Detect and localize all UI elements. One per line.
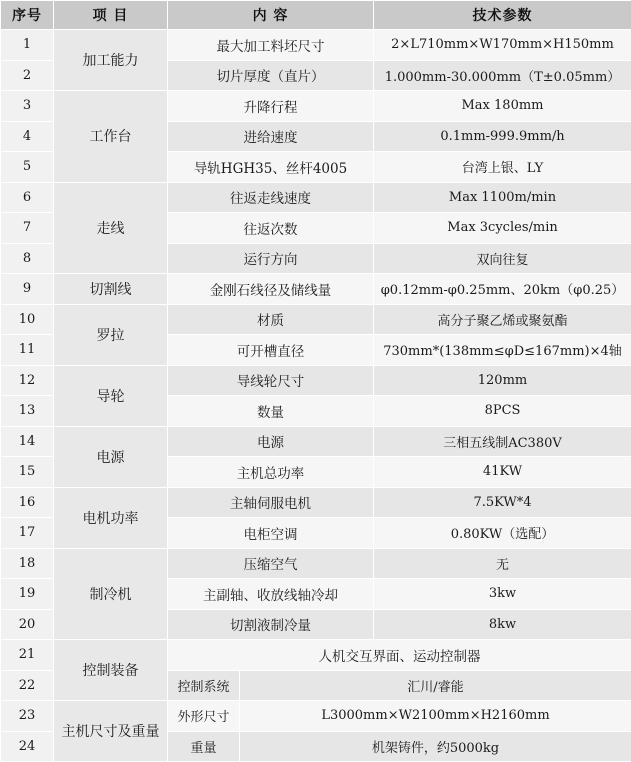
header-num: 序号 [1,1,54,30]
row-number: 23 [1,701,54,732]
row-number: 24 [1,731,54,762]
row-number: 22 [1,670,54,701]
row-value: 8PCS [374,396,631,427]
row-value: φ0.12mm-φ0.25mm、20km（φ0.25） [374,274,631,305]
group-label: 切割线 [54,274,168,305]
table-row [1,30,631,61]
row-number: 20 [1,609,54,640]
row-number: 18 [1,548,54,579]
row-number: 11 [1,335,54,366]
row-number: 14 [1,426,54,457]
group-label: 导轮 [54,365,168,426]
row-value: 8kw [374,609,631,640]
row-number: 15 [1,457,54,488]
group-label: 工作台 [54,91,168,183]
group-label: 控制装备 [54,640,168,701]
row-content: 主轴伺服电机 [168,487,374,518]
row-content: 数量 [168,396,374,427]
table-row [1,304,631,335]
table-row [1,548,631,579]
row-value: Max 1100m/min [374,182,631,213]
group-label: 电机功率 [54,487,168,548]
row-content: 切片厚度（直片） [168,60,374,91]
row-content: 金刚石线径及储线量 [168,274,374,305]
row-number: 13 [1,396,54,427]
header-row [1,1,631,30]
row-number: 7 [1,213,54,244]
row-content: 切割液制冷量 [168,609,374,640]
row-content: 主机总功率 [168,457,374,488]
row-content: 电柜空调 [168,518,374,549]
group-label: 电源 [54,426,168,487]
row-value: 730mm*(138mm≤φD≤167mm)×4轴 [374,335,631,366]
row-value: 2×L710mm×W170mm×H150mm [374,30,631,61]
row-content: 导轨HGH35、丝杆4005 [168,152,374,183]
table-row [1,274,631,305]
header-content: 内 容 [168,1,374,30]
row-number: 5 [1,152,54,183]
table-row [1,426,631,457]
row-content: 升降行程 [168,91,374,122]
row-content: 导线轮尺寸 [168,365,374,396]
row-content: 电源 [168,426,374,457]
table-row [1,365,631,396]
group-label: 走线 [54,182,168,274]
group-label: 罗拉 [54,304,168,365]
row-value: 3kw [374,579,631,610]
row-number: 8 [1,243,54,274]
row-value: 双向往复 [374,243,631,274]
row-content: 压缩空气 [168,548,374,579]
row-content: 进给速度 [168,121,374,152]
row-value: 三相五线制AC380V [374,426,631,457]
row-number: 12 [1,365,54,396]
row-value: 台湾上银、LY [374,152,631,183]
row-number: 2 [1,60,54,91]
row-number: 6 [1,182,54,213]
row-number: 19 [1,579,54,610]
header-item: 项 目 [54,1,168,30]
row-number: 3 [1,91,54,122]
row-value: 机架铸件，约5000kg [240,731,631,762]
row-number: 1 [1,30,54,61]
row-value: 0.80KW（选配） [374,518,631,549]
row-value: 1.000mm-30.000mm（T±0.05mm） [374,60,631,91]
row-content: 可开槽直径 [168,335,374,366]
row-content: 最大加工料坯尺寸 [168,30,374,61]
row-sublabel: 重量 [168,731,240,762]
row-content: 运行方向 [168,243,374,274]
row-value: 41KW [374,457,631,488]
row-number: 9 [1,274,54,305]
table-row [1,182,631,213]
row-number: 10 [1,304,54,335]
row-content: 材质 [168,304,374,335]
row-sublabel: 外形尺寸 [168,701,240,732]
row-value: 0.1mm-999.9mm/h [374,121,631,152]
row-content: 往返走线速度 [168,182,374,213]
row-content: 人机交互界面、运动控制器 [168,640,631,671]
row-number: 4 [1,121,54,152]
row-value: 高分子聚乙烯或聚氨酯 [374,304,631,335]
row-number: 17 [1,518,54,549]
row-value: L3000mm×W2100mm×H2160mm [240,701,631,732]
row-value: 汇川/睿能 [240,670,631,701]
row-value: 无 [374,548,631,579]
table-row [1,701,631,732]
row-value: Max 180mm [374,91,631,122]
row-number: 21 [1,640,54,671]
group-label: 加工能力 [54,30,168,91]
table-row [1,640,631,671]
table-row [1,91,631,122]
group-label: 主机尺寸及重量 [54,701,168,762]
header-params: 技术参数 [374,1,631,30]
row-value: Max 3cycles/min [374,213,631,244]
row-content: 主副轴、收放线轴冷却 [168,579,374,610]
row-value: 7.5KW*4 [374,487,631,518]
row-number: 16 [1,487,54,518]
row-value: 120mm [374,365,631,396]
row-content: 往返次数 [168,213,374,244]
group-label: 制冷机 [54,548,168,640]
row-sublabel: 控制系统 [168,670,240,701]
table-row [1,487,631,518]
